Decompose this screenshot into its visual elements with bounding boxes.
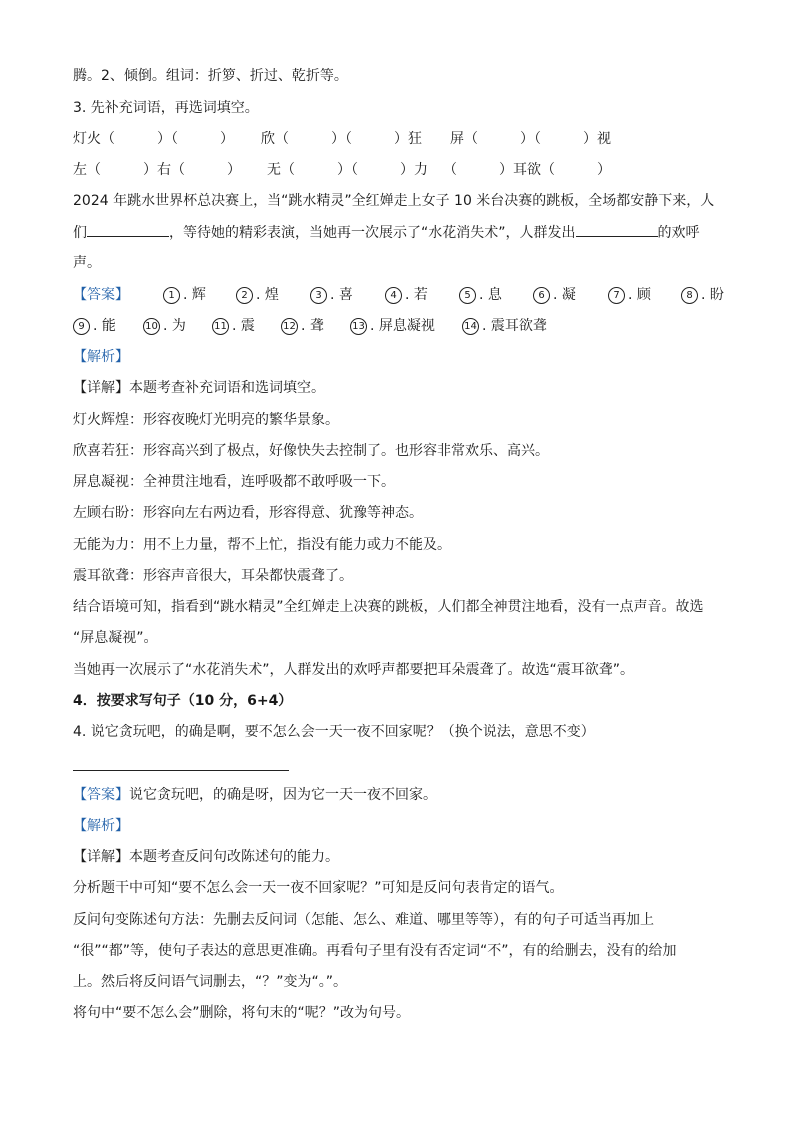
answer-text: 顾	[636, 287, 651, 303]
answer-text: 辉	[191, 287, 206, 303]
answer-text: 能	[101, 318, 116, 334]
detail-line: 【详解】本题考查反问句改陈述句的能力。	[73, 849, 339, 865]
number-circle: 2	[236, 287, 253, 304]
analysis-tag: 【解析】	[73, 818, 129, 834]
answer-item: 14 . 震耳欲聋	[462, 316, 547, 336]
answer-text: 聋	[309, 318, 324, 334]
answer-text: 屏息凝视	[378, 318, 435, 334]
explanation-line: 将句中“要不怎么会”删除，将句末的“呢？”改为句号。	[73, 1005, 411, 1021]
number-circle: 9	[73, 318, 90, 335]
number-circle: 3	[310, 287, 327, 304]
number-circle: 10	[143, 318, 160, 335]
answer-item: 13 . 屏息凝视	[350, 316, 435, 336]
number-circle: 8	[681, 287, 698, 304]
number-circle: 12	[281, 318, 298, 335]
section-4-heading: 4．按要求写句子（10 分，6+4）	[73, 693, 293, 709]
number-circle: 1	[163, 287, 180, 304]
answer-item: 12 . 聋	[281, 316, 324, 336]
answer-tag: 【答案】	[73, 287, 129, 303]
answer-item: 8 . 盼	[681, 285, 724, 305]
number-circle: 7	[608, 287, 625, 304]
passage-line: 声。	[73, 255, 101, 271]
question-4: 4. 说它贪玩吧，的确是啊，要不怎么会一天一夜不回家呢？（换个说法，意思不变）	[73, 724, 595, 740]
answer-item: 9 . 能	[73, 316, 116, 336]
number-circle: 6	[533, 287, 550, 304]
passage-line: 们 ，等待她的精彩表演，当她再一次展示了“水花消失术”，人群发出 的欢呼	[73, 222, 700, 243]
number-circle: 14	[462, 318, 479, 335]
answer-text: 盼	[709, 287, 724, 303]
answer-text: 若	[413, 287, 428, 303]
answer-text: 震	[240, 318, 255, 334]
blank-denghuo: 灯火（ ）（ ）	[73, 131, 234, 147]
answer-text: 息	[487, 287, 502, 303]
explanation-line: 反问句变陈述句方法：先删去反问词（怎能、怎么、难道、哪里等等），有的句子可适当再加上	[73, 912, 654, 928]
answer-item: 11 . 震	[212, 316, 255, 336]
blank-wu-li: 无（ ）（ ）力	[267, 162, 428, 178]
blank-xin-kuang: 欣（ ）（ ）狂	[261, 131, 422, 147]
answer-item: 2 . 煌	[236, 285, 279, 305]
explanation-line: 分析题干中可知“要不怎么会一天一夜不回家呢？”可知是反问句表肯定的语气。	[73, 880, 564, 896]
blank-er-yu: （ ）耳欲（ ）	[443, 162, 611, 178]
text-line: 腾。2、倾倒。组词：折箩、折过、乾折等。	[73, 68, 348, 84]
answer-item: 3 . 喜	[310, 285, 353, 305]
question-3-title: 3. 先补充词语，再选词填空。	[73, 100, 259, 116]
answer-line-4: 【答案】说它贪玩吧，的确是呀，因为它一天一夜不回家。	[73, 787, 437, 803]
answer-item: 5 . 息	[459, 285, 502, 305]
answer-text: 凝	[561, 287, 576, 303]
explanation-line: 屏息凝视：全神贯注地看，连呼吸都不敢呼吸一下。	[73, 474, 395, 490]
answer-item: 10 . 为	[143, 316, 186, 336]
number-circle: 5	[459, 287, 476, 304]
number-circle: 4	[385, 287, 402, 304]
answer-item: 4 . 若	[385, 285, 428, 305]
answer-text: 煌	[264, 287, 279, 303]
explanation-line: 当她再一次展示了“水花消失术”，人群发出的欢呼声都要把耳朵震聋了。故选“震耳欲聋”。	[73, 662, 635, 678]
answer-blank	[87, 222, 169, 237]
number-circle: 13	[350, 318, 367, 335]
passage-line: 2024 年跳水世界杯总决赛上，当“跳水精灵”全红婵走上女子 10 米台决赛的跳板，全场都安静下来，人	[73, 193, 715, 209]
explanation-line: 结合语境可知，指看到“跳水精灵”全红婵走上决赛的跳板，人们都全神贯注地看，没有一点声音。故选	[73, 599, 704, 615]
answer-item: 6 . 凝	[533, 285, 576, 305]
answer-text: 喜	[338, 287, 353, 303]
answer-item: 7 . 顾	[608, 285, 651, 305]
answer-blank	[576, 222, 658, 237]
answer-text: 震耳欲聋	[490, 318, 547, 334]
explanation-line: “很”“都”等，使句子表达的意思更准确。再看句子里有没有否定词“不”，有的给删去，没有的给加	[73, 943, 677, 959]
explanation-line: 灯火辉煌：形容夜晚灯光明亮的繁华景象。	[73, 412, 339, 428]
number-circle: 11	[212, 318, 229, 335]
explanation-line: 左顾右盼：形容向左右两边看，形容得意、犹豫等神态。	[73, 505, 423, 521]
explanation-line: 欣喜若狂：形容高兴到了极点，好像快失去控制了。也形容非常欢乐、高兴。	[73, 443, 549, 459]
analysis-tag: 【解析】	[73, 349, 129, 365]
explanation-line: 震耳欲聋：形容声音很大，耳朵都快震聋了。	[73, 568, 353, 584]
explanation-line: 无能为力：用不上力量，帮不上忙，指没有能力或力不能及。	[73, 537, 451, 553]
answer-line	[73, 770, 289, 771]
blank-zuo-you: 左（ ）右（ ）	[73, 162, 241, 178]
explanation-line: “屏息凝视”。	[73, 630, 158, 646]
answer-item: 1 . 辉	[163, 285, 206, 305]
explanation-line: 上。然后将反问语气词删去，“？”变为“。”。	[73, 974, 348, 990]
answer-text: 为	[171, 318, 186, 334]
detail-line: 【详解】本题考查补充词语和选词填空。	[73, 380, 325, 396]
blank-ping-shi: 屏（ ）（ ）视	[450, 131, 611, 147]
